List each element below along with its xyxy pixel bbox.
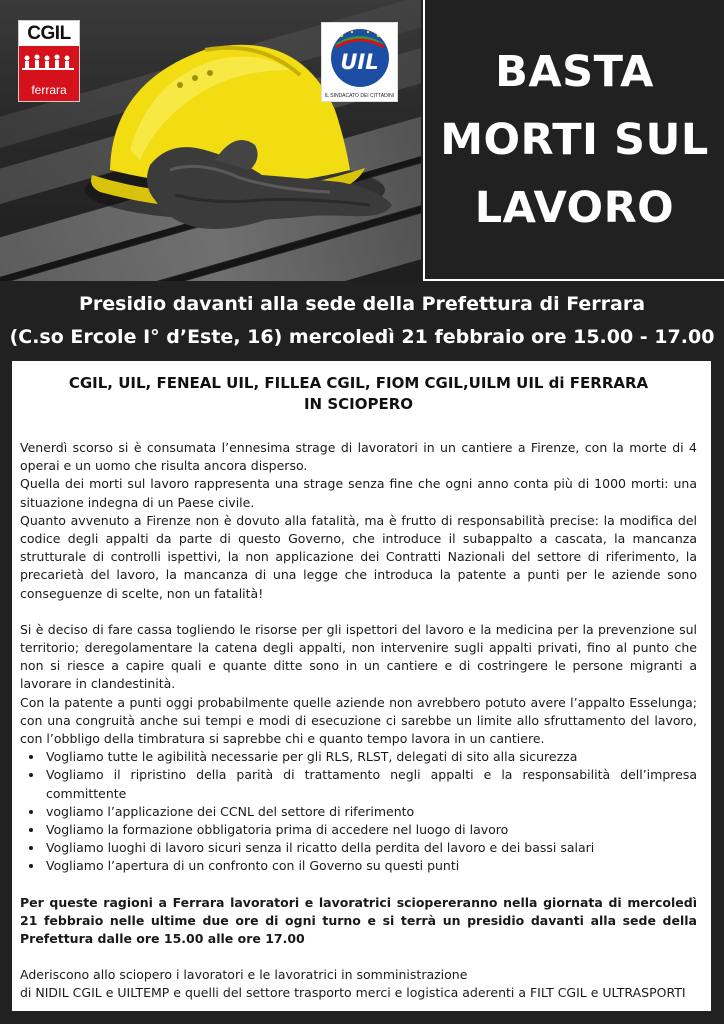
paragraph-cuts-and-deregulation: Si è deciso di fare cassa togliendo le risorse per gli ispettori del lavoro e la medicina per la prevenzione sul territorio; deregolamentare la catena degli appalti, non intervenire sugli appalti privati, fino al punto che non si riesce a capire quali e quante ditte sono in un cantiere e di costringere le persone migranti a lavorare in clandestinità.	[20, 621, 697, 692]
cgil-logo	[18, 20, 80, 102]
list-item: • Vogliamo luoghi di lavoro sicuri senza il ricatto della perdita del lavoro e dei bassi salari	[44, 839, 697, 857]
content-heading	[20, 373, 697, 415]
list-item: • vogliamo l’applicazione dei CCNL del settore di riferimento	[44, 803, 697, 821]
spacer	[20, 603, 697, 621]
main-title-line-3: LAVORO	[474, 182, 675, 233]
cgil-logo-city: ferrara	[31, 83, 67, 97]
list-item: • Vogliamo la formazione obbligatoria prima di accedere nel luogo di lavoro	[44, 821, 697, 839]
flyer-content-panel	[12, 361, 711, 1011]
adhesion-note-line-2: di NIDIL CGIL e UILTEMP e quelli del settore trasporto merci e logistica aderenti a FILT CGIL e ULTRASPORTI	[20, 985, 686, 1001]
event-subtitle-line-2: (C.so Ercole I° d’Este, 16) mercoledì 21 febbraio ore 15.00 - 17.00	[9, 326, 715, 348]
strike-announcement: Per queste ragioni a Ferrara lavoratori e lavoratrici sciopereranno nella giornata di mercoledì 21 febbraio nelle ultime due ore di ogni turno e si terrà un presidio davanti alla sede della Prefettura dalle ore 15.00 alle ore 17.00	[20, 894, 697, 947]
paragraph-deaths-at-work: Quella dei morti sul lavoro rappresenta una strage senza fine che ogni anno conta più di 1000 morti: una situazione indegna di un Paese civile.	[20, 476, 697, 510]
event-subtitle	[0, 288, 724, 354]
content-heading-line-2: IN SCIOPERO	[303, 395, 414, 413]
uil-logo-tagline: IL SINDACATO DEI CITTADINI	[324, 93, 395, 99]
hero-photo	[0, 0, 421, 281]
event-subtitle-line-1: Presidio davanti alla sede della Prefettura di Ferrara	[78, 293, 646, 315]
main-title-box	[423, 0, 724, 281]
uil-logo	[321, 22, 398, 102]
list-item: • Vogliamo il ripristino della parità di trattamento negli appalti e la responsabilità dell’impresa committente	[44, 766, 697, 802]
main-title-line-2: MORTI SUL	[440, 114, 709, 165]
adhesion-note-line-1: Aderiscono allo sciopero i lavoratori e le lavoratrici in somministrazione	[20, 967, 468, 983]
cgil-figures-icon	[19, 52, 79, 82]
paragraph-points-license: Con la patente a punti oggi probabilmente quelle aziende non avrebbero potuto avere l’appalto Esselunga; con una congruità anche sui tempi e modi di esecuzione ci sarebbe un limite allo sfruttamento del lavoro, con l’obbligo della timbratura si saprebbe chi e quanto tempo lavora in un cantiere.	[20, 694, 697, 747]
uil-logo-name: UIL	[340, 50, 379, 74]
main-title-line-1: BASTA	[495, 46, 654, 97]
paragraph-responsibilities: Quanto avvenuto a Firenze non è dovuto alla fatalità, ma è frutto di responsabilità precise: la modifica del codice degli appalti da parte di questo Governo, che introduce il subappalto a cascata, la mancanza strutturale di controlli ispettivi, la non applicazione dei Contratti Nazionali del settore di riferimento, la precarietà del lavoro, la mancanza di una legge che introduca la patente a punti per le aziende sono conseguenze di scelte, non un fatalità!	[20, 512, 697, 601]
list-item: • Vogliamo tutte le agibilità necessarie per gli RLS, RLST, delegati di sito alla sicurezza	[44, 748, 697, 766]
adhesion-note	[20, 966, 697, 1002]
paragraph-florence-tragedy: Venerdì scorso si è consumata l’ennesima strage di lavoratori in un cantiere a Firenze, con la morte di 4 operai e un uomo che risulta ancora disperso.	[20, 440, 697, 474]
cgil-logo-text: CGIL	[27, 23, 71, 44]
content-heading-line-1: CGIL, UIL, FENEAL UIL, FILLEA CGIL, FIOM CGIL,UILM UIL di FERRARA	[68, 374, 649, 392]
list-item: • Vogliamo l’apertura di un confronto con il Governo su questi punti	[44, 857, 697, 875]
demands-list	[44, 748, 697, 875]
content-body	[20, 439, 697, 1003]
